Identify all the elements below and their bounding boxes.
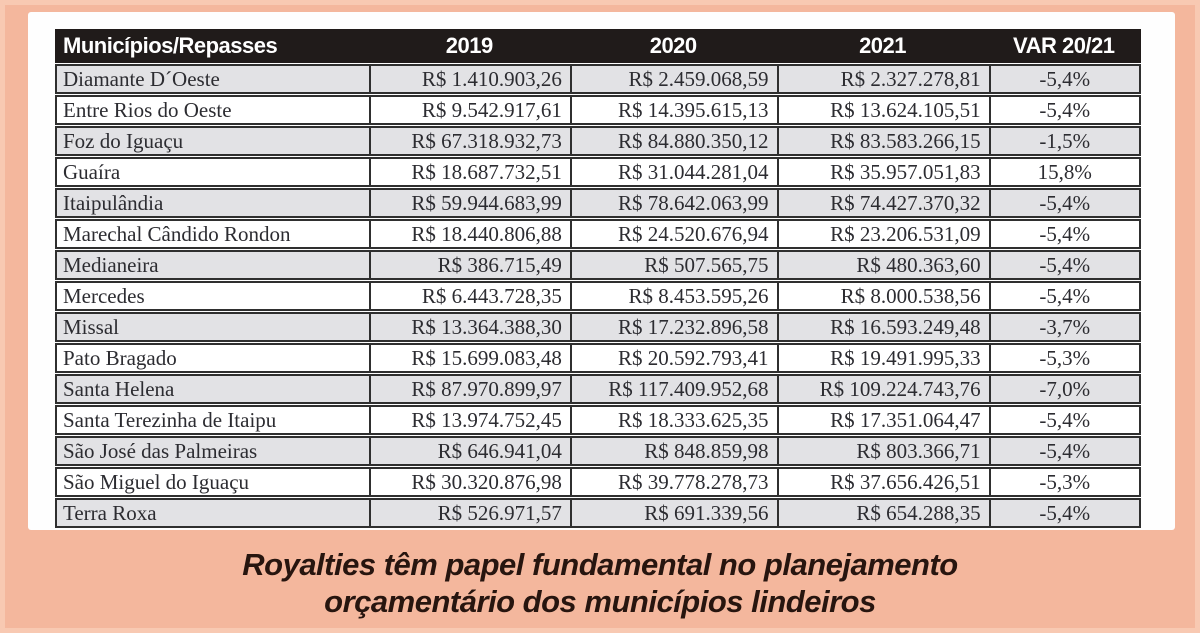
cell-2021: R$ 654.288,35 — [777, 500, 989, 526]
caption-line-2: orçamentário dos municípios lindeiros — [324, 584, 876, 619]
cell-2021: R$ 13.624.105,51 — [777, 97, 989, 123]
cell-var-20-21: -5,4% — [989, 221, 1139, 247]
cell-2019: R$ 526.971,57 — [369, 500, 570, 526]
cell-2021: R$ 8.000.538,56 — [777, 283, 989, 309]
column-header-2020: 2020 — [649, 33, 697, 58]
cell-municipio: São José das Palmeiras — [57, 438, 369, 464]
cell-municipio: Medianeira — [57, 252, 369, 278]
cell-municipio: Entre Rios do Oeste — [57, 97, 369, 123]
cell-2019: R$ 30.320.876,98 — [369, 469, 570, 495]
cell-var-20-21: 15,8% — [989, 159, 1139, 185]
cell-2019: R$ 13.974.752,45 — [369, 407, 570, 433]
cell-var-20-21: -1,5% — [989, 128, 1139, 154]
cell-2020: R$ 507.565,75 — [570, 252, 777, 278]
table-row — [55, 374, 1141, 404]
cell-2021: R$ 16.593.249,48 — [777, 314, 989, 340]
table-panel — [28, 12, 1175, 530]
cell-2021: R$ 74.427.370,32 — [777, 190, 989, 216]
table-row — [55, 405, 1141, 435]
cell-2021: R$ 480.363,60 — [777, 252, 989, 278]
cell-2019: R$ 87.970.899,97 — [369, 376, 570, 402]
cell-2020: R$ 24.520.676,94 — [570, 221, 777, 247]
cell-municipio: Foz do Iguaçu — [57, 128, 369, 154]
cell-2020: R$ 18.333.625,35 — [570, 407, 777, 433]
cell-2019: R$ 386.715,49 — [369, 252, 570, 278]
cell-2020: R$ 117.409.952,68 — [570, 376, 777, 402]
cell-2019: R$ 646.941,04 — [369, 438, 570, 464]
cell-var-20-21: -3,7% — [989, 314, 1139, 340]
cell-municipio: Mercedes — [57, 283, 369, 309]
cell-municipio: Guaíra — [57, 159, 369, 185]
cell-2019: R$ 9.542.917,61 — [369, 97, 570, 123]
cell-municipio: Santa Helena — [57, 376, 369, 402]
table-row — [55, 157, 1141, 187]
cell-municipio: Diamante D´Oeste — [57, 66, 369, 92]
cell-2020: R$ 848.859,98 — [570, 438, 777, 464]
cell-2021: R$ 83.583.266,15 — [777, 128, 989, 154]
cell-2021: R$ 2.327.278,81 — [777, 66, 989, 92]
cell-municipio: Santa Terezinha de Itaipu — [57, 407, 369, 433]
cell-2019: R$ 18.440.806,88 — [369, 221, 570, 247]
column-header-var: VAR 20/21 — [1013, 33, 1115, 58]
table-row — [55, 312, 1141, 342]
cell-municipio: Itaipulândia — [57, 190, 369, 216]
cell-var-20-21: -5,4% — [989, 500, 1139, 526]
cell-2020: R$ 8.453.595,26 — [570, 283, 777, 309]
cell-municipio: Marechal Cândido Rondon — [57, 221, 369, 247]
cell-var-20-21: -5,4% — [989, 66, 1139, 92]
table-body — [55, 64, 1141, 528]
cell-2019: R$ 67.318.932,73 — [369, 128, 570, 154]
table-row — [55, 343, 1141, 373]
cell-var-20-21: -5,4% — [989, 252, 1139, 278]
cell-2021: R$ 803.366,71 — [777, 438, 989, 464]
cell-2019: R$ 1.410.903,26 — [369, 66, 570, 92]
cell-municipio: São Miguel do Iguaçu — [57, 469, 369, 495]
column-header-2021: 2021 — [859, 33, 907, 58]
cell-2021: R$ 19.491.995,33 — [777, 345, 989, 371]
table-header-row — [55, 29, 1141, 63]
cell-2020: R$ 84.880.350,12 — [570, 128, 777, 154]
cell-2019: R$ 18.687.732,51 — [369, 159, 570, 185]
cell-2021: R$ 35.957.051,83 — [777, 159, 989, 185]
cell-2021: R$ 17.351.064,47 — [777, 407, 989, 433]
cell-var-20-21: -5,4% — [989, 438, 1139, 464]
cell-2020: R$ 14.395.615,13 — [570, 97, 777, 123]
cell-var-20-21: -5,4% — [989, 97, 1139, 123]
cell-var-20-21: -7,0% — [989, 376, 1139, 402]
table-row — [55, 436, 1141, 466]
cell-var-20-21: -5,3% — [989, 469, 1139, 495]
cell-municipio: Terra Roxa — [57, 500, 369, 526]
cell-municipio: Missal — [57, 314, 369, 340]
caption-line-1: Royalties têm papel fundamental no planejamento — [242, 547, 958, 582]
table-row — [55, 64, 1141, 94]
column-header-2019: 2019 — [445, 33, 493, 58]
cell-2019: R$ 15.699.083,48 — [369, 345, 570, 371]
cell-var-20-21: -5,4% — [989, 190, 1139, 216]
royalties-table — [55, 29, 1141, 528]
table-row — [55, 498, 1141, 528]
table-row — [55, 281, 1141, 311]
table-row — [55, 219, 1141, 249]
cell-2021: R$ 37.656.426,51 — [777, 469, 989, 495]
cell-var-20-21: -5,4% — [989, 283, 1139, 309]
cell-municipio: Pato Bragado — [57, 345, 369, 371]
cell-2019: R$ 6.443.728,35 — [369, 283, 570, 309]
cell-var-20-21: -5,4% — [989, 407, 1139, 433]
caption — [0, 546, 1200, 620]
table-row — [55, 188, 1141, 218]
cell-2021: R$ 109.224.743,76 — [777, 376, 989, 402]
cell-2020: R$ 2.459.068,59 — [570, 66, 777, 92]
table-row — [55, 250, 1141, 280]
cell-2020: R$ 20.592.793,41 — [570, 345, 777, 371]
table-row — [55, 467, 1141, 497]
cell-2020: R$ 31.044.281,04 — [570, 159, 777, 185]
table-row — [55, 95, 1141, 125]
cell-2020: R$ 39.778.278,73 — [570, 469, 777, 495]
table-row — [55, 126, 1141, 156]
cell-var-20-21: -5,3% — [989, 345, 1139, 371]
cell-2020: R$ 17.232.896,58 — [570, 314, 777, 340]
cell-2020: R$ 691.339,56 — [570, 500, 777, 526]
cell-2019: R$ 59.944.683,99 — [369, 190, 570, 216]
cell-2019: R$ 13.364.388,30 — [369, 314, 570, 340]
cell-2020: R$ 78.642.063,99 — [570, 190, 777, 216]
column-header-municipios: Municípios/Repasses — [63, 33, 278, 58]
cell-2021: R$ 23.206.531,09 — [777, 221, 989, 247]
